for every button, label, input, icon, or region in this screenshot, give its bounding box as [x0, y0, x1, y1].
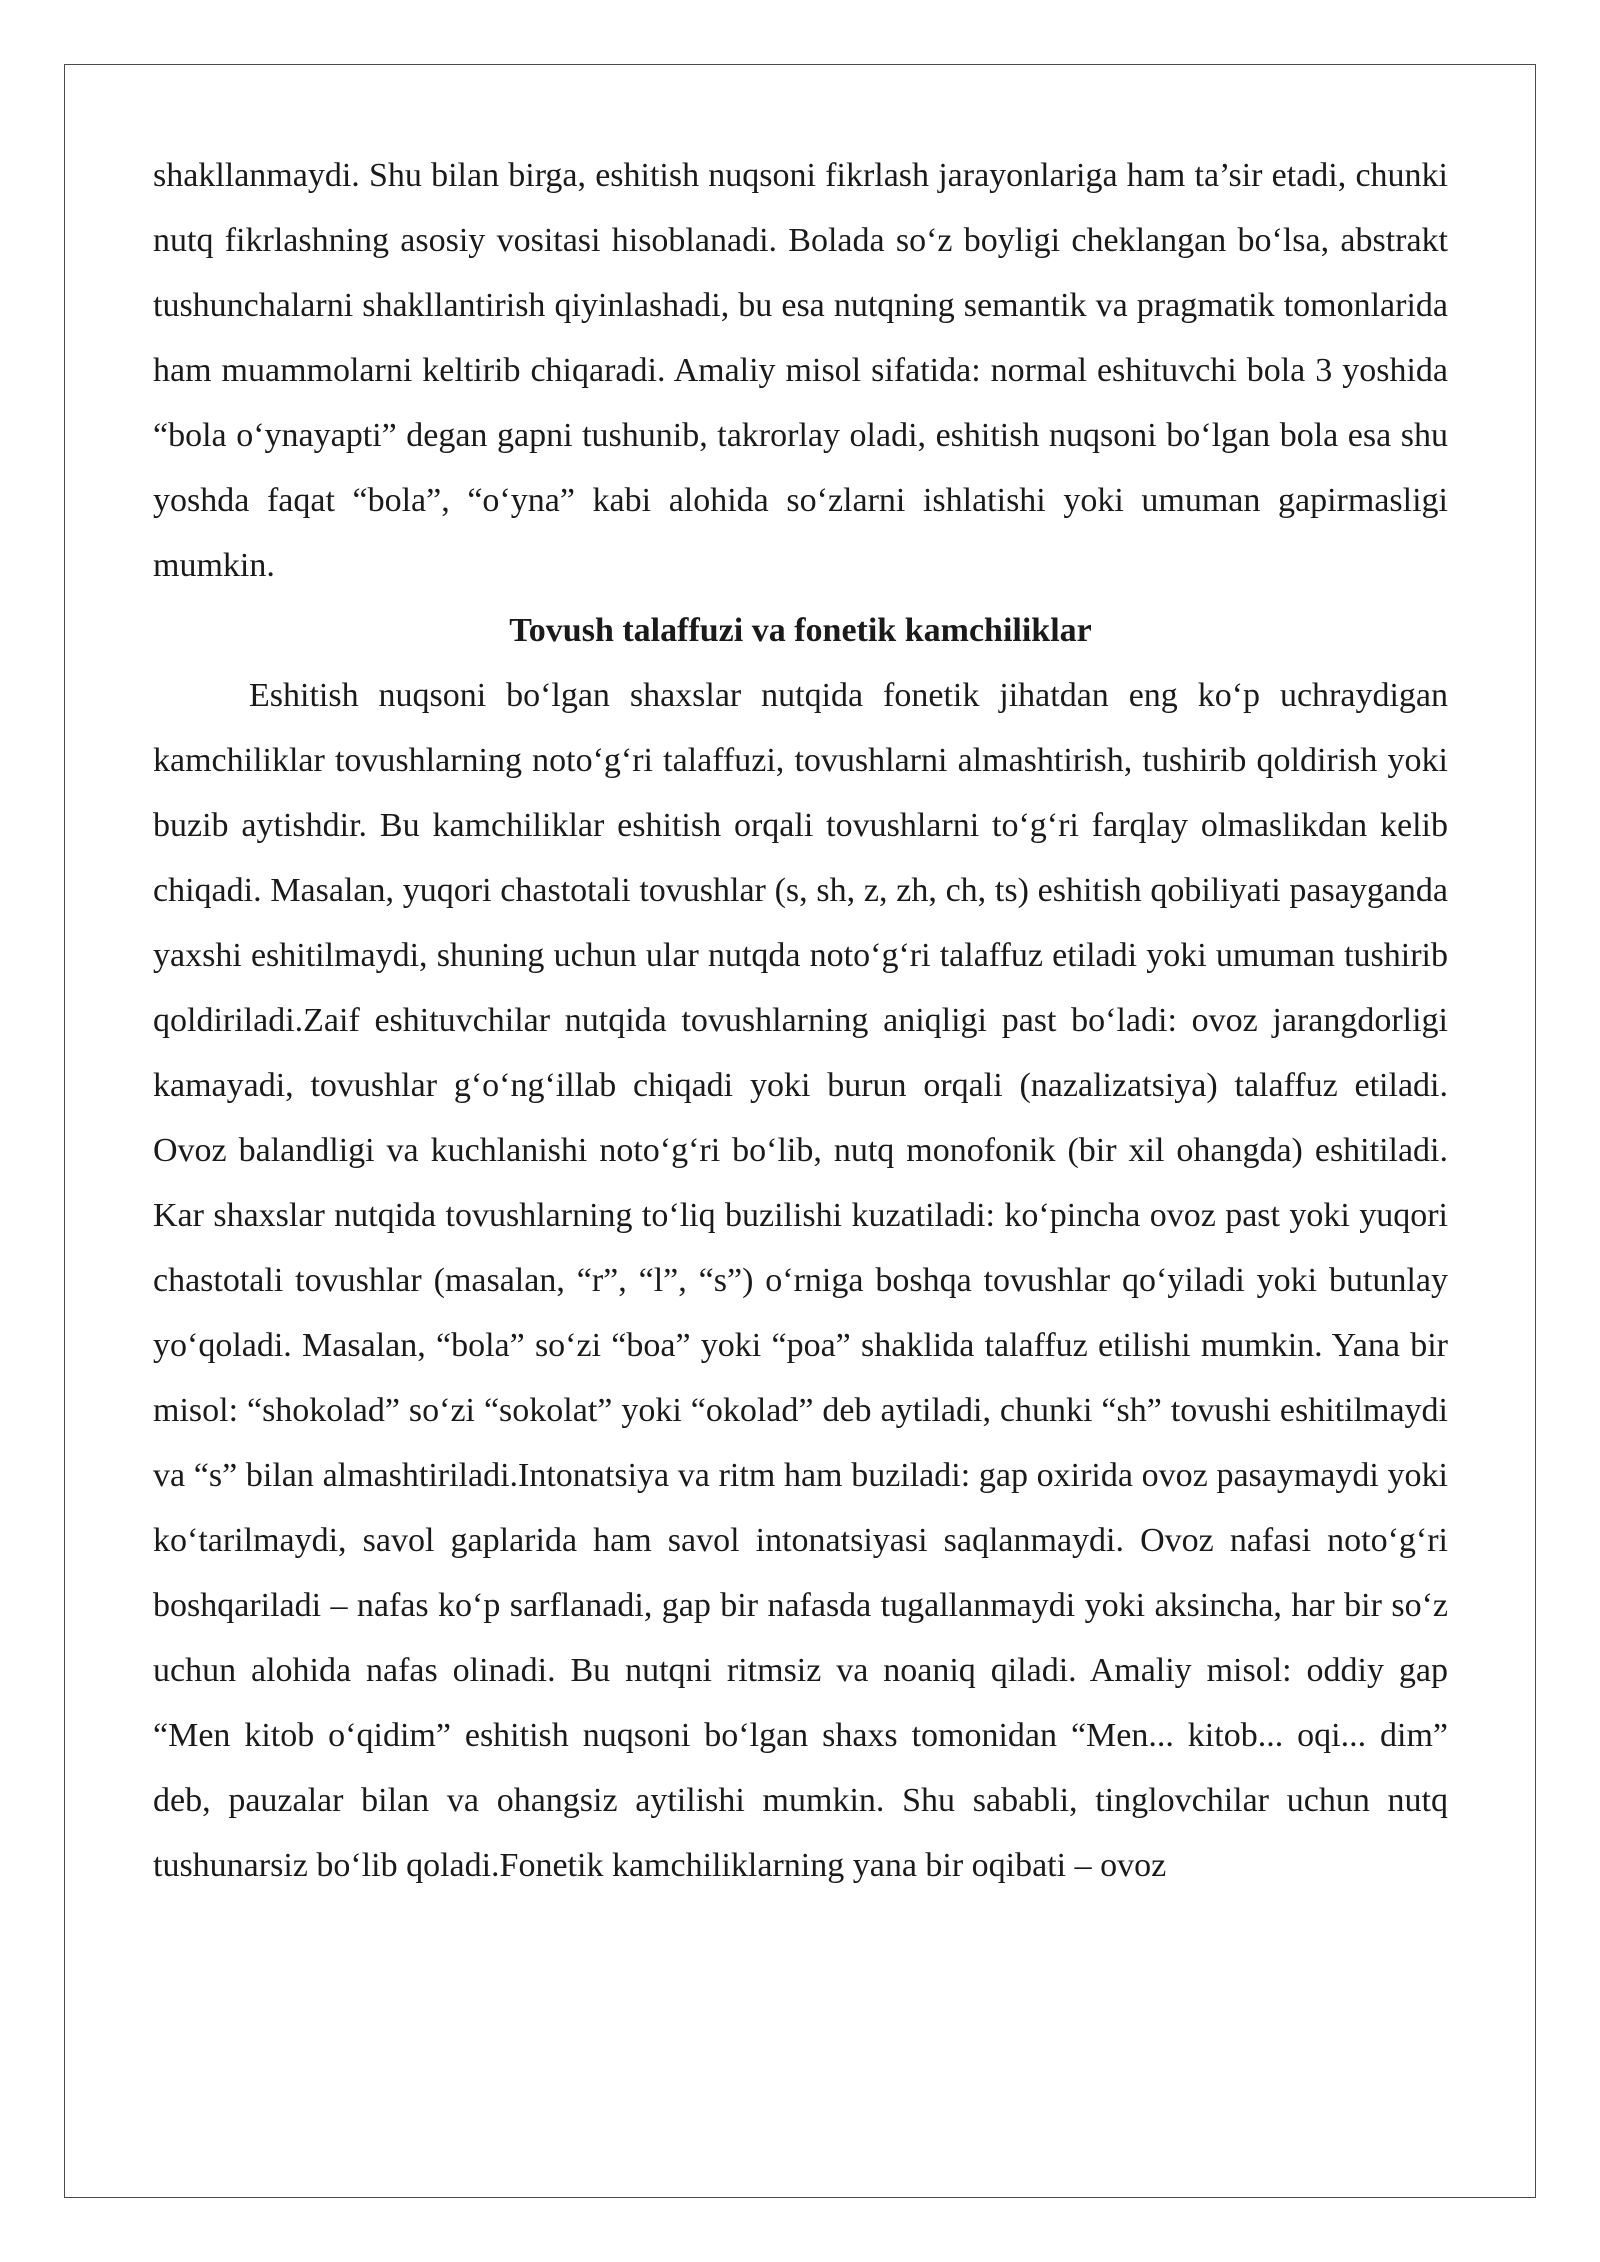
paragraph-phonetic-deficiencies: Eshitish nuqsoni bo‘lgan shaxslar nutqida fonetik jihatdan eng ko‘p uchraydigan kamchiliklar tovushlarning noto‘g‘ri talaffuzi, tovushlarni almashtirish, tushirib qoldirish yoki buzib aytishdir. Bu kamchiliklar eshitish orqali tovushlarni to‘g‘ri farqlay olmaslikdan kelib chiqadi. Masalan, yuqori chastotali tovushlar (s, sh, z, zh, ch, ts) eshitish qobiliyati pasayganda yaxshi eshitilmaydi, shuning uchun ular nutqda noto‘g‘ri talaffuz etiladi yoki umuman tushirib qoldiriladi.Zaif eshituvchilar nutqida tovushlarning aniqligi past bo‘ladi: ovoz jarangdorligi kamayadi, tovushlar g‘o‘ng‘illab chiqadi yoki burun orqali (nazalizatsiya) talaffuz etiladi. Ovoz balandligi va kuchlanishi noto‘g‘ri bo‘lib, nutq monofonik (bir xil ohangda) eshitiladi. Kar shaxslar nutqida tovushlarning to‘liq buzilishi kuzatiladi: ko‘pincha ovoz past yoki yuqori chastotali tovushlar (masalan, “r”, “l”, “s”) o‘rniga boshqa tovushlar qo‘yiladi yoki butunlay yo‘qoladi. Masalan, “bola” so‘zi “boa” yoki “poa” shaklida talaffuz etilishi mumkin. Yana bir misol: “shokolad” so‘zi “sokolat” yoki “okolad” deb aytiladi, chunki “sh” tovushi eshitilmaydi va “s” bilan almashtiriladi.Intonatsiya va ritm ham buziladi: gap oxirida ovoz pasaymaydi yoki ko‘tarilmaydi, savol gaplarida ham savol intonatsiyasi saqlanmaydi. Ovoz nafasi noto‘g‘ri boshqariladi – nafas ko‘p sarflanadi, gap bir nafasda tugallanmaydi yoki aksincha, har bir so‘z uchun alohida nafas olinadi. Bu nutqni ritmsiz va noaniq qiladi. Amaliy misol: oddiy gap “Men kitob o‘qidim” eshitish nuqsoni bo‘lgan shaxs tomonidan “Men... kitob... oqi... dim” deb, pauzalar bilan va ohangsiz aytilishi mumkin. Shu sababli, tinglovchilar uchun nutq tushunarsiz bo‘lib qoladi.Fonetik kamchiliklarning yana bir oqibati – ovoz	[153, 677, 1448, 1884]
section-heading: Tovush talaffuzi va fonetik kamchiliklar	[509, 612, 1092, 649]
document-body	[153, 143, 1448, 1898]
paragraph-continuation: shakllanmaydi. Shu bilan birga, eshitish nuqsoni fikrlash jarayonlariga ham ta’sir etadi, chunki nutq fikrlashning asosiy vositasi hisoblanadi. Bolada so‘z boyligi cheklangan bo‘lsa, abstrakt tushunchalarni shakllantirish qiyinlashadi, bu esa nutqning semantik va pragmatik tomonlarida ham muammolarni keltirib chiqaradi. Amaliy misol sifatida: normal eshituvchi bola 3 yoshida “bola o‘ynayapti” degan gapni tushunib, takrorlay oladi, eshitish nuqsoni bo‘lgan bola esa shu yoshda faqat “bola”, “o‘yna” kabi alohida so‘zlarni ishlatishi yoki umuman gapirmasligi mumkin.	[153, 157, 1448, 584]
